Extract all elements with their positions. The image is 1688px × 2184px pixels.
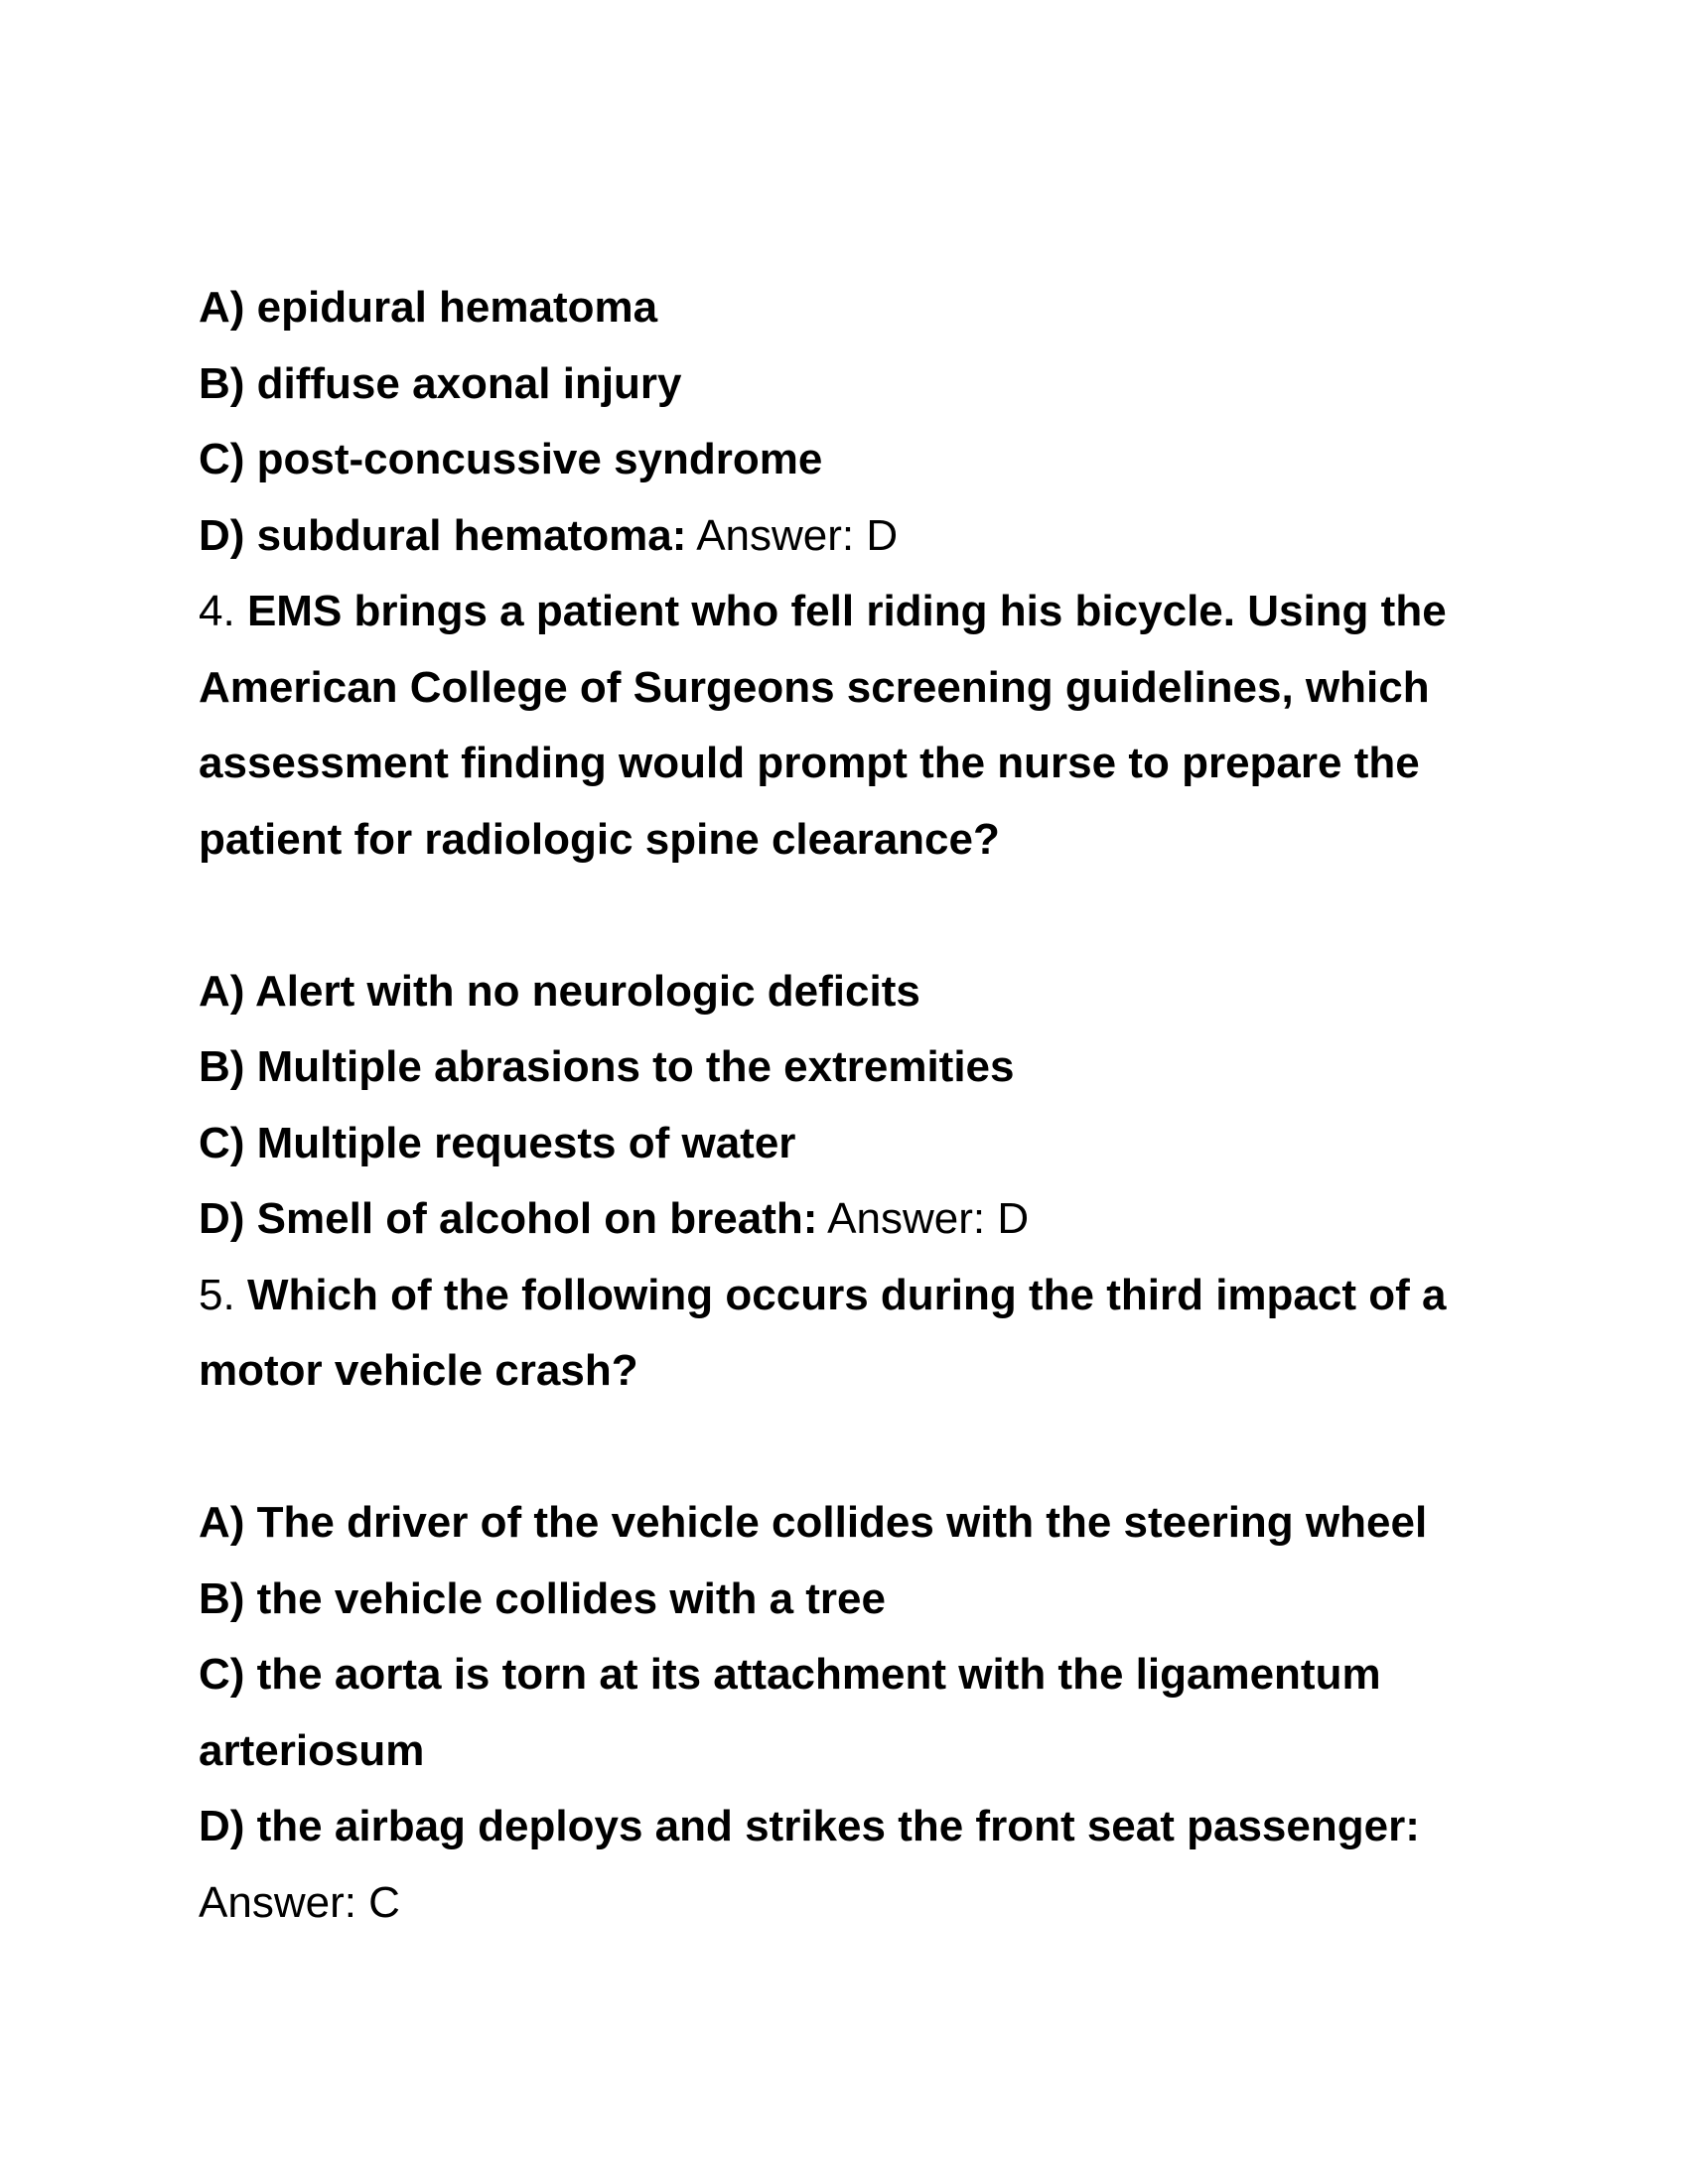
- q4-option-b: B) Multiple abrasions to the extremities: [199, 1042, 1015, 1091]
- spacer: [199, 878, 1489, 954]
- q3-answer: Answer: D: [696, 510, 899, 560]
- q3-option-a-text: A) epidural hematoma: [199, 283, 658, 332]
- q4-option-d: [199, 1181, 1489, 1258]
- q5-option-a: A) The driver of the vehicle collides with the steering wheel: [199, 1498, 1428, 1547]
- q3-option-c: [199, 422, 1489, 498]
- q4-number: 4.: [199, 587, 235, 635]
- q3-option-d: [199, 498, 1489, 575]
- q4-stem-line-4: patient for radiologic spine clearance?: [199, 814, 1000, 864]
- q5-stem-line-2: motor vehicle crash?: [199, 1346, 638, 1395]
- q4-stem-line-1: [199, 574, 1489, 650]
- q4-stem-line-2: American College of Surgeons screening guidelines, which: [199, 662, 1430, 712]
- q5-option-d: D) the airbag deploys and strikes the front seat passenger:: [199, 1802, 1420, 1850]
- q4-option-c: C) Multiple requests of water: [199, 1118, 796, 1167]
- q4-option-d-text: D) Smell of alcohol on breath:: [199, 1194, 818, 1243]
- q5-stem-text-1: Which of the following occurs during the third impact of a: [246, 1270, 1447, 1319]
- q5-stem-line-1: [199, 1258, 1489, 1334]
- q3-option-b-text: B) diffuse axonal injury: [199, 358, 682, 408]
- q4-stem-text-1: EMS brings a patient who fell riding his bicycle. Using the: [246, 587, 1447, 635]
- q5-option-c-line-2: arteriosum: [199, 1725, 425, 1775]
- q5-option-b: B) the vehicle collides with a tree: [199, 1573, 886, 1623]
- q5-answer: Answer: C: [199, 1877, 400, 1927]
- q3-option-d-text: D) subdural hematoma:: [199, 510, 687, 560]
- q4-option-a: A) Alert with no neurologic deficits: [199, 966, 920, 1016]
- document-page: [199, 270, 1489, 1941]
- q3-option-a: [199, 270, 1489, 346]
- q5-option-c-line-1: C) the aorta is torn at its attachment with the ligamentum: [199, 1650, 1381, 1699]
- q3-option-b: [199, 346, 1489, 423]
- spacer: [199, 1410, 1489, 1486]
- q4-answer: Answer: D: [827, 1194, 1030, 1243]
- q3-option-c-text: C) post-concussive syndrome: [199, 435, 823, 483]
- q4-stem-line-3: assessment finding would prompt the nurse to prepare the: [199, 739, 1420, 787]
- q5-number: 5.: [199, 1270, 235, 1319]
